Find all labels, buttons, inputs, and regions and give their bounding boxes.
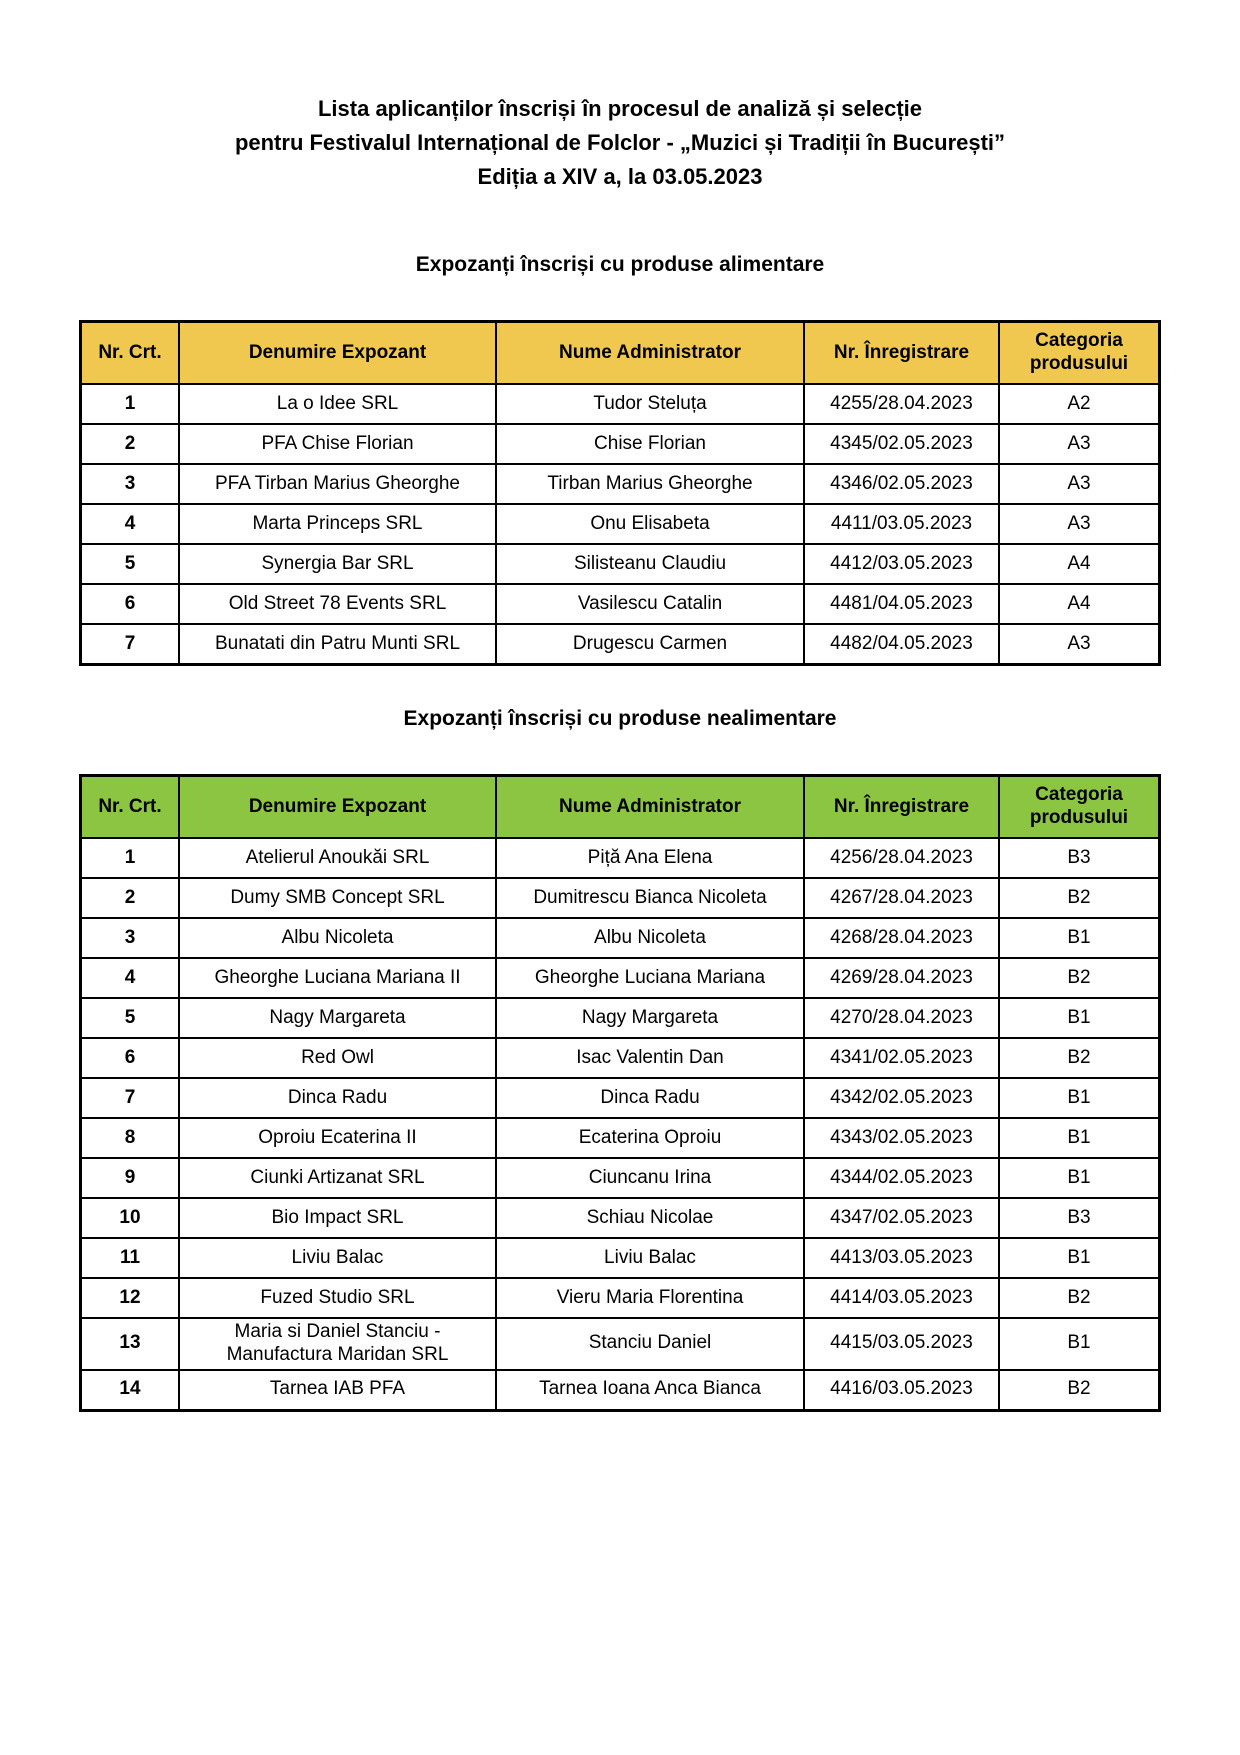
table-cell: 4 — [81, 504, 180, 544]
table-cell: Albu Nicoleta — [179, 918, 496, 958]
table-cell: Drugescu Carmen — [496, 624, 804, 665]
table-cell: A3 — [999, 464, 1160, 504]
table-cell: 11 — [81, 1238, 180, 1278]
table-cell: Stanciu Daniel — [496, 1318, 804, 1370]
table-cell: B2 — [999, 878, 1160, 918]
table-cell: 3 — [81, 464, 180, 504]
table-cell: PFA Chise Florian — [179, 424, 496, 464]
table-cell: Ciunki Artizanat SRL — [179, 1158, 496, 1198]
table-cell: 10 — [81, 1198, 180, 1238]
title-line-2: pentru Festivalul Internațional de Folclor - „Muzici și Tradiții în București” — [234, 130, 1006, 155]
table-cell: 8 — [81, 1118, 180, 1158]
table-cell: 7 — [81, 624, 180, 665]
table-row — [81, 838, 1160, 878]
table-cell: 4269/28.04.2023 — [804, 958, 999, 998]
table-cell: B2 — [999, 1370, 1160, 1411]
table-cell: Schiau Nicolae — [496, 1198, 804, 1238]
table-cell: 4481/04.05.2023 — [804, 584, 999, 624]
table-cell: A3 — [999, 424, 1160, 464]
table-cell: La o Idee SRL — [179, 384, 496, 424]
table-row — [81, 544, 1160, 584]
table-header-row — [81, 322, 1160, 385]
table-cell: 4256/28.04.2023 — [804, 838, 999, 878]
table-cell: Gheorghe Luciana Mariana II — [179, 958, 496, 998]
column-header: Denumire Expozant — [179, 322, 496, 385]
table-cell: 4414/03.05.2023 — [804, 1278, 999, 1318]
nonfood-section-heading: Expozanți înscriși cu produse nealimentare — [403, 707, 837, 730]
table-row — [81, 1118, 1160, 1158]
table-cell: Dumitrescu Bianca Nicoleta — [496, 878, 804, 918]
table-cell: A3 — [999, 624, 1160, 665]
table-cell: 1 — [81, 384, 180, 424]
document-title — [0, 92, 1240, 194]
table-cell: B2 — [999, 1278, 1160, 1318]
table-cell: Synergia Bar SRL — [179, 544, 496, 584]
table-row — [81, 918, 1160, 958]
table-cell: A2 — [999, 384, 1160, 424]
table-cell: Liviu Balac — [496, 1238, 804, 1278]
table-cell: Bunatati din Patru Munti SRL — [179, 624, 496, 665]
table-cell: 4412/03.05.2023 — [804, 544, 999, 584]
table-cell: A4 — [999, 544, 1160, 584]
table-row — [81, 424, 1160, 464]
table-cell: 4267/28.04.2023 — [804, 878, 999, 918]
column-header: Nr. Înregistrare — [804, 776, 999, 839]
table-row — [81, 1198, 1160, 1238]
table-cell: Old Street 78 Events SRL — [179, 584, 496, 624]
column-header: Nume Administrator — [496, 776, 804, 839]
column-header: Nume Administrator — [496, 322, 804, 385]
table-cell: Isac Valentin Dan — [496, 1038, 804, 1078]
table-cell: 4411/03.05.2023 — [804, 504, 999, 544]
table-cell: 5 — [81, 998, 180, 1038]
table-cell: B2 — [999, 958, 1160, 998]
table-cell: 4415/03.05.2023 — [804, 1318, 999, 1370]
table-cell: 4416/03.05.2023 — [804, 1370, 999, 1411]
column-header: Nr. Crt. — [81, 776, 180, 839]
table-cell: B1 — [999, 1158, 1160, 1198]
table-cell: B1 — [999, 1318, 1160, 1370]
table-cell: 13 — [81, 1318, 180, 1370]
table-cell: 6 — [81, 1038, 180, 1078]
table-row — [81, 1038, 1160, 1078]
column-header: Denumire Expozant — [179, 776, 496, 839]
table-cell: Marta Princeps SRL — [179, 504, 496, 544]
table-cell: 4345/02.05.2023 — [804, 424, 999, 464]
table-cell: 4268/28.04.2023 — [804, 918, 999, 958]
table-cell: 4343/02.05.2023 — [804, 1118, 999, 1158]
table-cell: Liviu Balac — [179, 1238, 496, 1278]
table-row — [81, 1158, 1160, 1198]
table-cell: 4413/03.05.2023 — [804, 1238, 999, 1278]
table-cell: Nagy Margareta — [179, 998, 496, 1038]
food-exhibitors-table — [79, 320, 1161, 666]
table-cell: A3 — [999, 504, 1160, 544]
table-cell: Fuzed Studio SRL — [179, 1278, 496, 1318]
table-cell: PFA Tirban Marius Gheorghe — [179, 464, 496, 504]
table-row — [81, 1278, 1160, 1318]
table-cell: Onu Elisabeta — [496, 504, 804, 544]
table-cell: Piță Ana Elena — [496, 838, 804, 878]
table-cell: Nagy Margareta — [496, 998, 804, 1038]
title-line-1: Lista aplicanților înscriși în procesul de analiză și selecție — [317, 96, 922, 121]
table-cell: Dinca Radu — [179, 1078, 496, 1118]
table-cell: 4255/28.04.2023 — [804, 384, 999, 424]
table-cell: Oproiu Ecaterina II — [179, 1118, 496, 1158]
food-table-container — [0, 320, 1240, 666]
table-cell: Red Owl — [179, 1038, 496, 1078]
table-cell: 2 — [81, 878, 180, 918]
table-row — [81, 584, 1160, 624]
table-cell: Dinca Radu — [496, 1078, 804, 1118]
column-header: Nr. Înregistrare — [804, 322, 999, 385]
table-header-row — [81, 776, 1160, 839]
table-cell: Bio Impact SRL — [179, 1198, 496, 1238]
table-row — [81, 624, 1160, 665]
table-cell: Vasilescu Catalin — [496, 584, 804, 624]
table-cell: Atelierul Anoukăi SRL — [179, 838, 496, 878]
table-cell: B3 — [999, 1198, 1160, 1238]
table-cell: 6 — [81, 584, 180, 624]
table-cell: 3 — [81, 918, 180, 958]
table-row — [81, 998, 1160, 1038]
table-cell: Chise Florian — [496, 424, 804, 464]
table-cell: 4270/28.04.2023 — [804, 998, 999, 1038]
table-row — [81, 878, 1160, 918]
table-row — [81, 384, 1160, 424]
table-row — [81, 1318, 1160, 1370]
table-cell: 9 — [81, 1158, 180, 1198]
table-cell: Maria si Daniel Stanciu - Manufactura Maridan SRL — [179, 1318, 496, 1370]
table-cell: Albu Nicoleta — [496, 918, 804, 958]
title-line-3: Ediția a XIV a, la 03.05.2023 — [477, 164, 763, 189]
table-cell: B1 — [999, 1238, 1160, 1278]
table-cell: Vieru Maria Florentina — [496, 1278, 804, 1318]
table-cell: 7 — [81, 1078, 180, 1118]
nonfood-table-container — [0, 774, 1240, 1412]
table-row — [81, 1370, 1160, 1411]
table-cell: Gheorghe Luciana Mariana — [496, 958, 804, 998]
table-cell: B2 — [999, 1038, 1160, 1078]
table-cell: 2 — [81, 424, 180, 464]
table-cell: 4342/02.05.2023 — [804, 1078, 999, 1118]
table-cell: 4344/02.05.2023 — [804, 1158, 999, 1198]
nonfood-exhibitors-table — [79, 774, 1161, 1412]
column-header: Nr. Crt. — [81, 322, 180, 385]
table-row — [81, 1078, 1160, 1118]
table-cell: Silisteanu Claudiu — [496, 544, 804, 584]
table-cell: 4347/02.05.2023 — [804, 1198, 999, 1238]
table-cell: 12 — [81, 1278, 180, 1318]
table-cell: 14 — [81, 1370, 180, 1411]
table-cell: Tarnea Ioana Anca Bianca — [496, 1370, 804, 1411]
column-header: Categoria produsului — [999, 776, 1160, 839]
table-cell: 5 — [81, 544, 180, 584]
table-cell: Ecaterina Oproiu — [496, 1118, 804, 1158]
table-cell: B1 — [999, 1118, 1160, 1158]
table-cell: B1 — [999, 1078, 1160, 1118]
table-cell: 4341/02.05.2023 — [804, 1038, 999, 1078]
table-cell: Ciuncanu Irina — [496, 1158, 804, 1198]
table-cell: Tudor Steluța — [496, 384, 804, 424]
table-row — [81, 504, 1160, 544]
table-cell: 4 — [81, 958, 180, 998]
table-row — [81, 464, 1160, 504]
table-cell: A4 — [999, 584, 1160, 624]
column-header: Categoria produsului — [999, 322, 1160, 385]
table-cell: 4482/04.05.2023 — [804, 624, 999, 665]
table-cell: 1 — [81, 838, 180, 878]
table-cell: Dumy SMB Concept SRL — [179, 878, 496, 918]
table-row — [81, 1238, 1160, 1278]
table-row — [81, 958, 1160, 998]
table-cell: B1 — [999, 998, 1160, 1038]
table-cell: Tarnea IAB PFA — [179, 1370, 496, 1411]
table-cell: Tirban Marius Gheorghe — [496, 464, 804, 504]
food-section-heading: Expozanți înscriși cu produse alimentare — [415, 253, 825, 276]
table-cell: B1 — [999, 918, 1160, 958]
table-cell: 4346/02.05.2023 — [804, 464, 999, 504]
table-cell: B3 — [999, 838, 1160, 878]
